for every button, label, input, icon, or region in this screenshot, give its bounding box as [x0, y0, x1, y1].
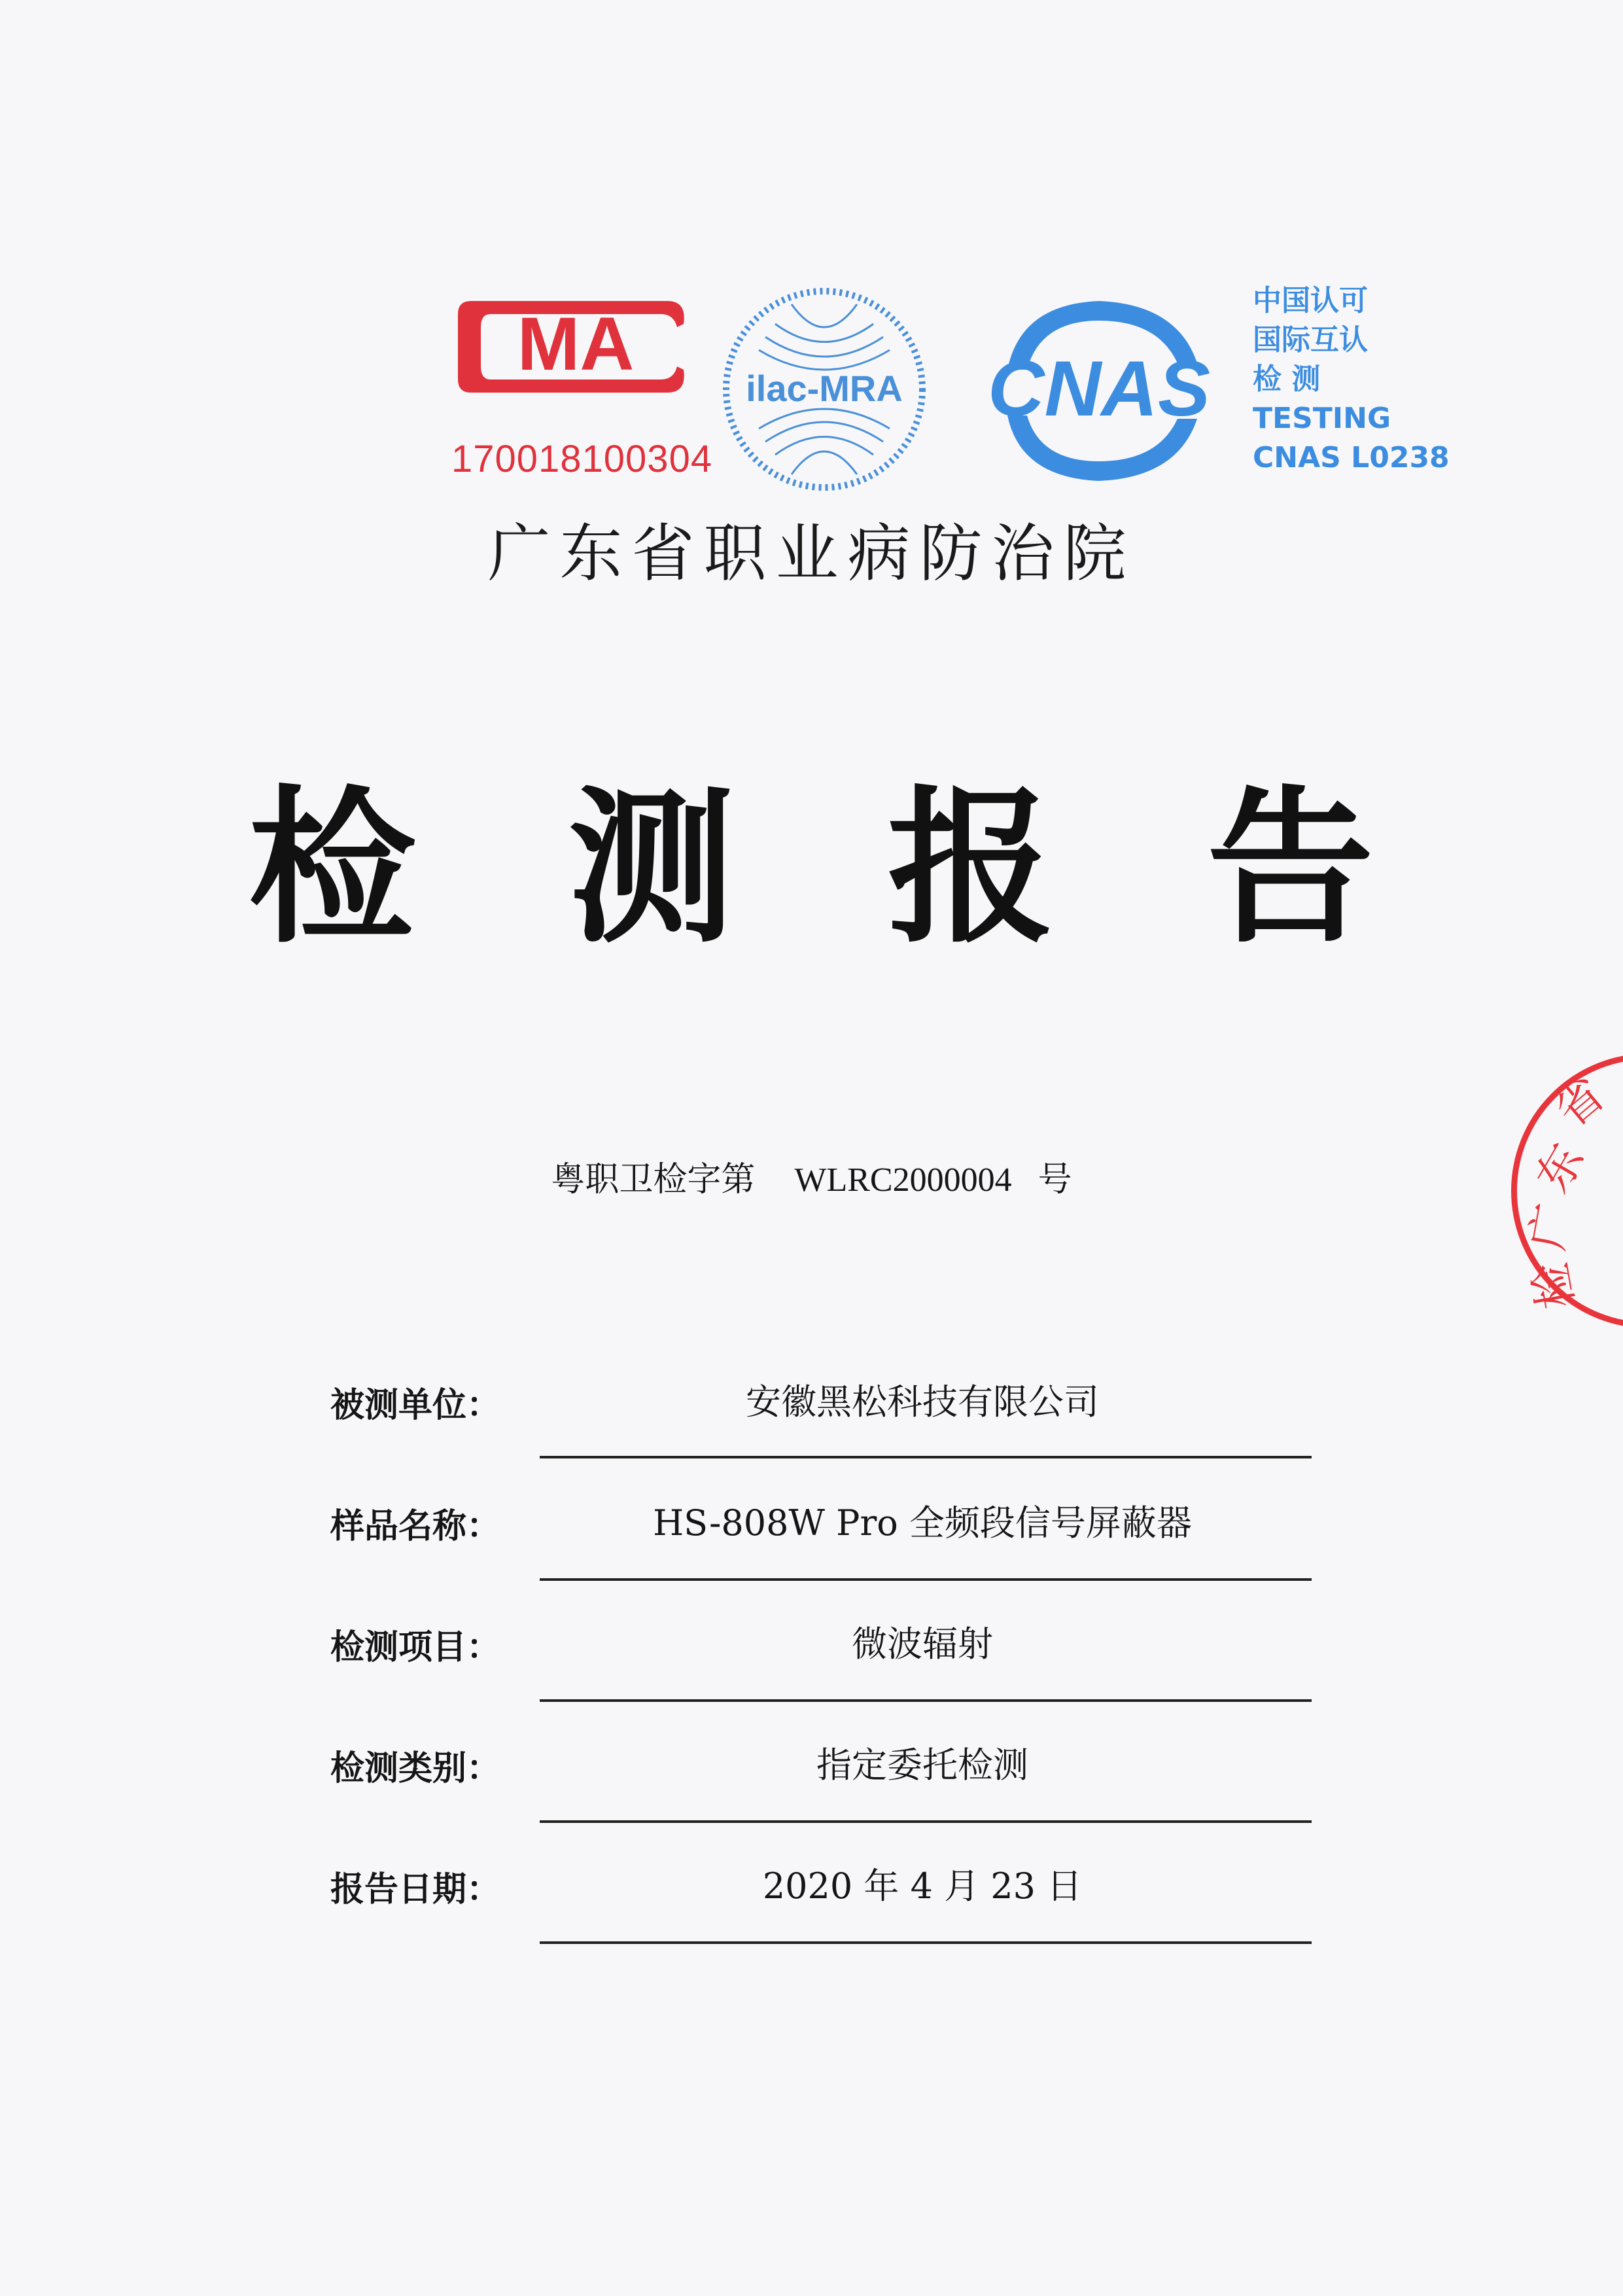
field-value-tested-unit: 安徽黑松科技有限公司	[746, 1381, 1099, 1422]
field-value-sample-name: HS-808W Pro 全频段信号屏蔽器	[653, 1502, 1192, 1544]
report-title-char: 报	[887, 771, 1055, 966]
field-label-test-item: 检测项目：	[330, 1628, 501, 1667]
cnas-logo-text: CNAS	[987, 345, 1211, 433]
seal-text	[1520, 1067, 1622, 1315]
field-underline	[540, 1699, 1312, 1702]
report-title-char: 检	[249, 771, 416, 966]
field-label-report-date: 报告日期：	[330, 1870, 501, 1909]
report-number-value: WLRC2000004	[794, 1161, 1012, 1199]
field-label-sample-name: 样品名称：	[330, 1507, 501, 1546]
cnas-logo	[968, 291, 1230, 487]
report-number-suffix: 号	[1038, 1160, 1072, 1199]
field-value-report-date: 2020 年 4 月 23 日	[762, 1865, 1083, 1907]
field-label-test-category: 检测类别：	[330, 1749, 501, 1788]
report-title-char: 测	[568, 771, 735, 966]
seal-char: 检	[1523, 1258, 1584, 1313]
cma-certificate-number: 170018100304	[451, 438, 713, 480]
seal-char: 东	[1525, 1135, 1596, 1201]
cnas-line-1: 中国认可	[1253, 284, 1368, 317]
report-title-char: 告	[1206, 771, 1374, 966]
ilac-logo-text: ilac-MRA	[746, 368, 903, 409]
cnas-line-2: 国际互认	[1253, 323, 1368, 357]
field-underline	[540, 1456, 1312, 1458]
report-title	[249, 771, 1374, 966]
cma-logo-text: MA	[517, 302, 635, 386]
report-number	[0, 1152, 1623, 1201]
field-label-tested-unit: 被测单位：	[330, 1386, 501, 1425]
cnas-line-3: 检 测	[1253, 362, 1321, 396]
institute-name: 广东省职业病防治院	[487, 517, 1136, 590]
field-value-test-category: 指定委托检测	[816, 1744, 1028, 1786]
field-value-test-item: 微波辐射	[852, 1623, 993, 1665]
field-underline	[540, 1578, 1312, 1581]
seal-char: 广	[1520, 1199, 1581, 1254]
ilac-mra-logo	[713, 278, 935, 501]
cnas-line-4: TESTING	[1253, 402, 1391, 435]
cnas-line-5: CNAS L0238	[1253, 441, 1450, 474]
field-underline	[540, 1941, 1312, 1944]
cnas-accreditation-text	[1253, 281, 1450, 478]
report-number-prefix: 粤职卫检字第	[551, 1160, 756, 1199]
seal-char: 省	[1544, 1067, 1615, 1138]
field-underline	[540, 1820, 1312, 1823]
cma-logo	[451, 288, 700, 406]
